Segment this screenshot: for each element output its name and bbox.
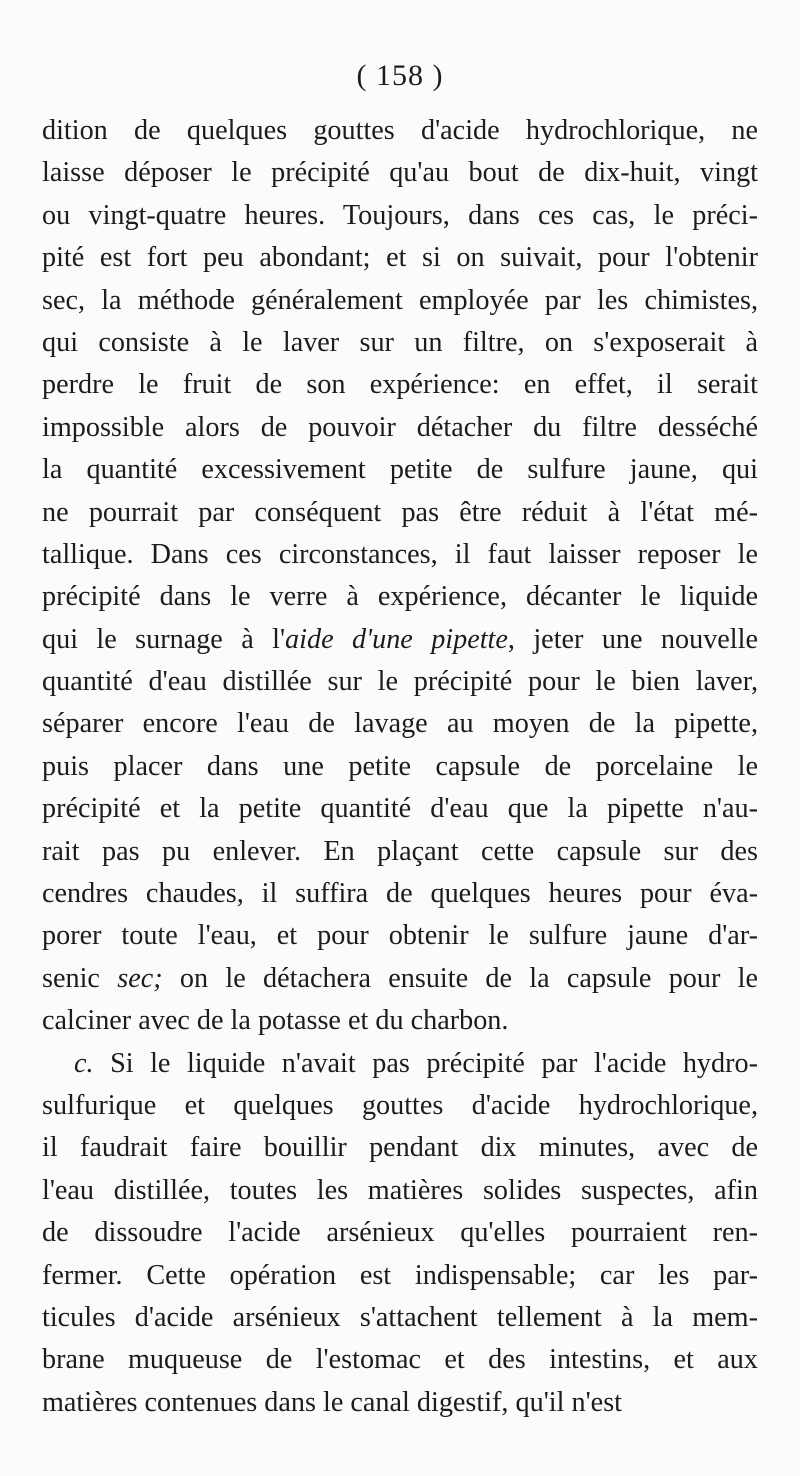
text-line — [42, 364, 758, 406]
text-segment: impossible alors de pouvoir détacher du filtre desséché — [42, 411, 758, 443]
text-line — [42, 661, 758, 703]
text-segment: ou vingt-quatre heures. Toujours, dans ces cas, le préci- — [42, 199, 758, 231]
text-line — [42, 407, 758, 449]
text-segment: quantité d'eau distillée sur le précipité pour le bien laver, — [42, 666, 758, 698]
text-segment: sec, la méthode généralement employée par les chimistes, — [42, 284, 758, 316]
text-segment: Si le liquide n'avait pas précipité par l'acide hydro- — [93, 1047, 758, 1079]
text-segment: sulfurique et quelques gouttes d'acide hydrochlorique, — [42, 1089, 758, 1121]
page-number: ( 158 ) — [356, 59, 444, 92]
text-segment: perdre le fruit de son expérience: en effet, il serait — [42, 369, 758, 401]
text-segment: dition de quelques gouttes d'acide hydrochlorique, ne — [42, 115, 758, 146]
text-line — [42, 746, 758, 788]
text-line — [42, 915, 758, 957]
text-line — [42, 1043, 758, 1085]
text-line — [42, 534, 758, 576]
text-segment: précipité dans le verre à expérience, décanter le liquide — [42, 581, 758, 613]
text-segment: ticules d'acide arsénieux s'attachent tellement à la mem- — [42, 1301, 758, 1333]
text-segment: séparer encore l'eau de lavage au moyen de la pipette, — [42, 708, 758, 740]
text-segment: senic — [42, 962, 118, 994]
text-line — [42, 1085, 758, 1127]
italic-text: sec; — [117, 962, 163, 994]
text-segment: brane muqueuse de l'estomac et des intestins, et aux — [42, 1344, 758, 1376]
text-line — [42, 619, 758, 661]
text-segment: ne pourrait par conséquent pas être réduit à l'état mé- — [42, 496, 758, 528]
italic-text: c. — [74, 1047, 94, 1079]
text-line — [42, 1255, 758, 1297]
text-line — [42, 195, 758, 237]
text-line — [42, 1382, 758, 1424]
text-segment: il faudrait faire bouillir pendant dix minutes, avec de — [42, 1132, 758, 1164]
text-line — [42, 110, 758, 152]
text-line — [42, 1127, 758, 1169]
text-line — [42, 703, 758, 745]
text-line — [42, 873, 758, 915]
text-line — [42, 576, 758, 618]
text-segment: qui consiste à le laver sur un filtre, on s'exposerait à — [42, 326, 758, 358]
text-line — [42, 1170, 758, 1212]
text-line — [42, 831, 758, 873]
text-segment: la quantité excessivement petite de sulfure jaune, qui — [42, 454, 758, 486]
text-line — [42, 1212, 758, 1254]
text-line — [42, 1297, 758, 1339]
text-segment: qui le surnage à l' — [42, 623, 286, 655]
text-line — [42, 1339, 758, 1381]
text-segment: matières contenues dans le canal digestif, qu'il n'est — [42, 1386, 622, 1418]
text-segment: rait pas pu enlever. En plaçant cette capsule sur des — [42, 835, 758, 867]
text-line — [42, 492, 758, 534]
text-segment: porer toute l'eau, et pour obtenir le sulfure jaune d'ar- — [42, 920, 758, 952]
text-segment: laisse déposer le précipité qu'au bout de dix-huit, vingt — [42, 157, 758, 189]
text-segment: fermer. Cette opération est indispensable; car les par- — [42, 1259, 758, 1291]
text-segment: pité est fort peu abondant; et si on suivait, pour l'obtenir — [42, 242, 758, 274]
text-line — [42, 958, 758, 1000]
text-line — [42, 237, 758, 279]
text-segment: précipité et la petite quantité d'eau que la pipette n'au- — [42, 793, 758, 825]
text-segment: , jeter une nouvelle — [507, 623, 758, 655]
text-segment: de dissoudre l'acide arsénieux qu'elles pourraient ren- — [42, 1217, 758, 1249]
text-segment: l'eau distillée, toutes les matières solides suspectes, afin — [42, 1174, 758, 1206]
text-segment: calciner avec de la potasse et du charbon. — [42, 1005, 509, 1037]
italic-text: aide d'une pipette — [285, 623, 508, 655]
text-line — [42, 280, 758, 322]
text-segment: on le détachera ensuite de la capsule pour le — [162, 962, 759, 994]
text-line — [42, 152, 758, 194]
text-line — [42, 1000, 758, 1042]
text-segment: tallique. Dans ces circonstances, il faut laisser reposer le — [42, 538, 758, 570]
text-segment: puis placer dans une petite capsule de porcelaine le — [42, 750, 758, 782]
text-line — [42, 322, 758, 364]
text-segment: cendres chaudes, il suffira de quelques heures pour éva- — [42, 878, 758, 910]
text-line — [42, 788, 758, 830]
text-line — [42, 449, 758, 491]
body-text — [42, 110, 758, 1424]
